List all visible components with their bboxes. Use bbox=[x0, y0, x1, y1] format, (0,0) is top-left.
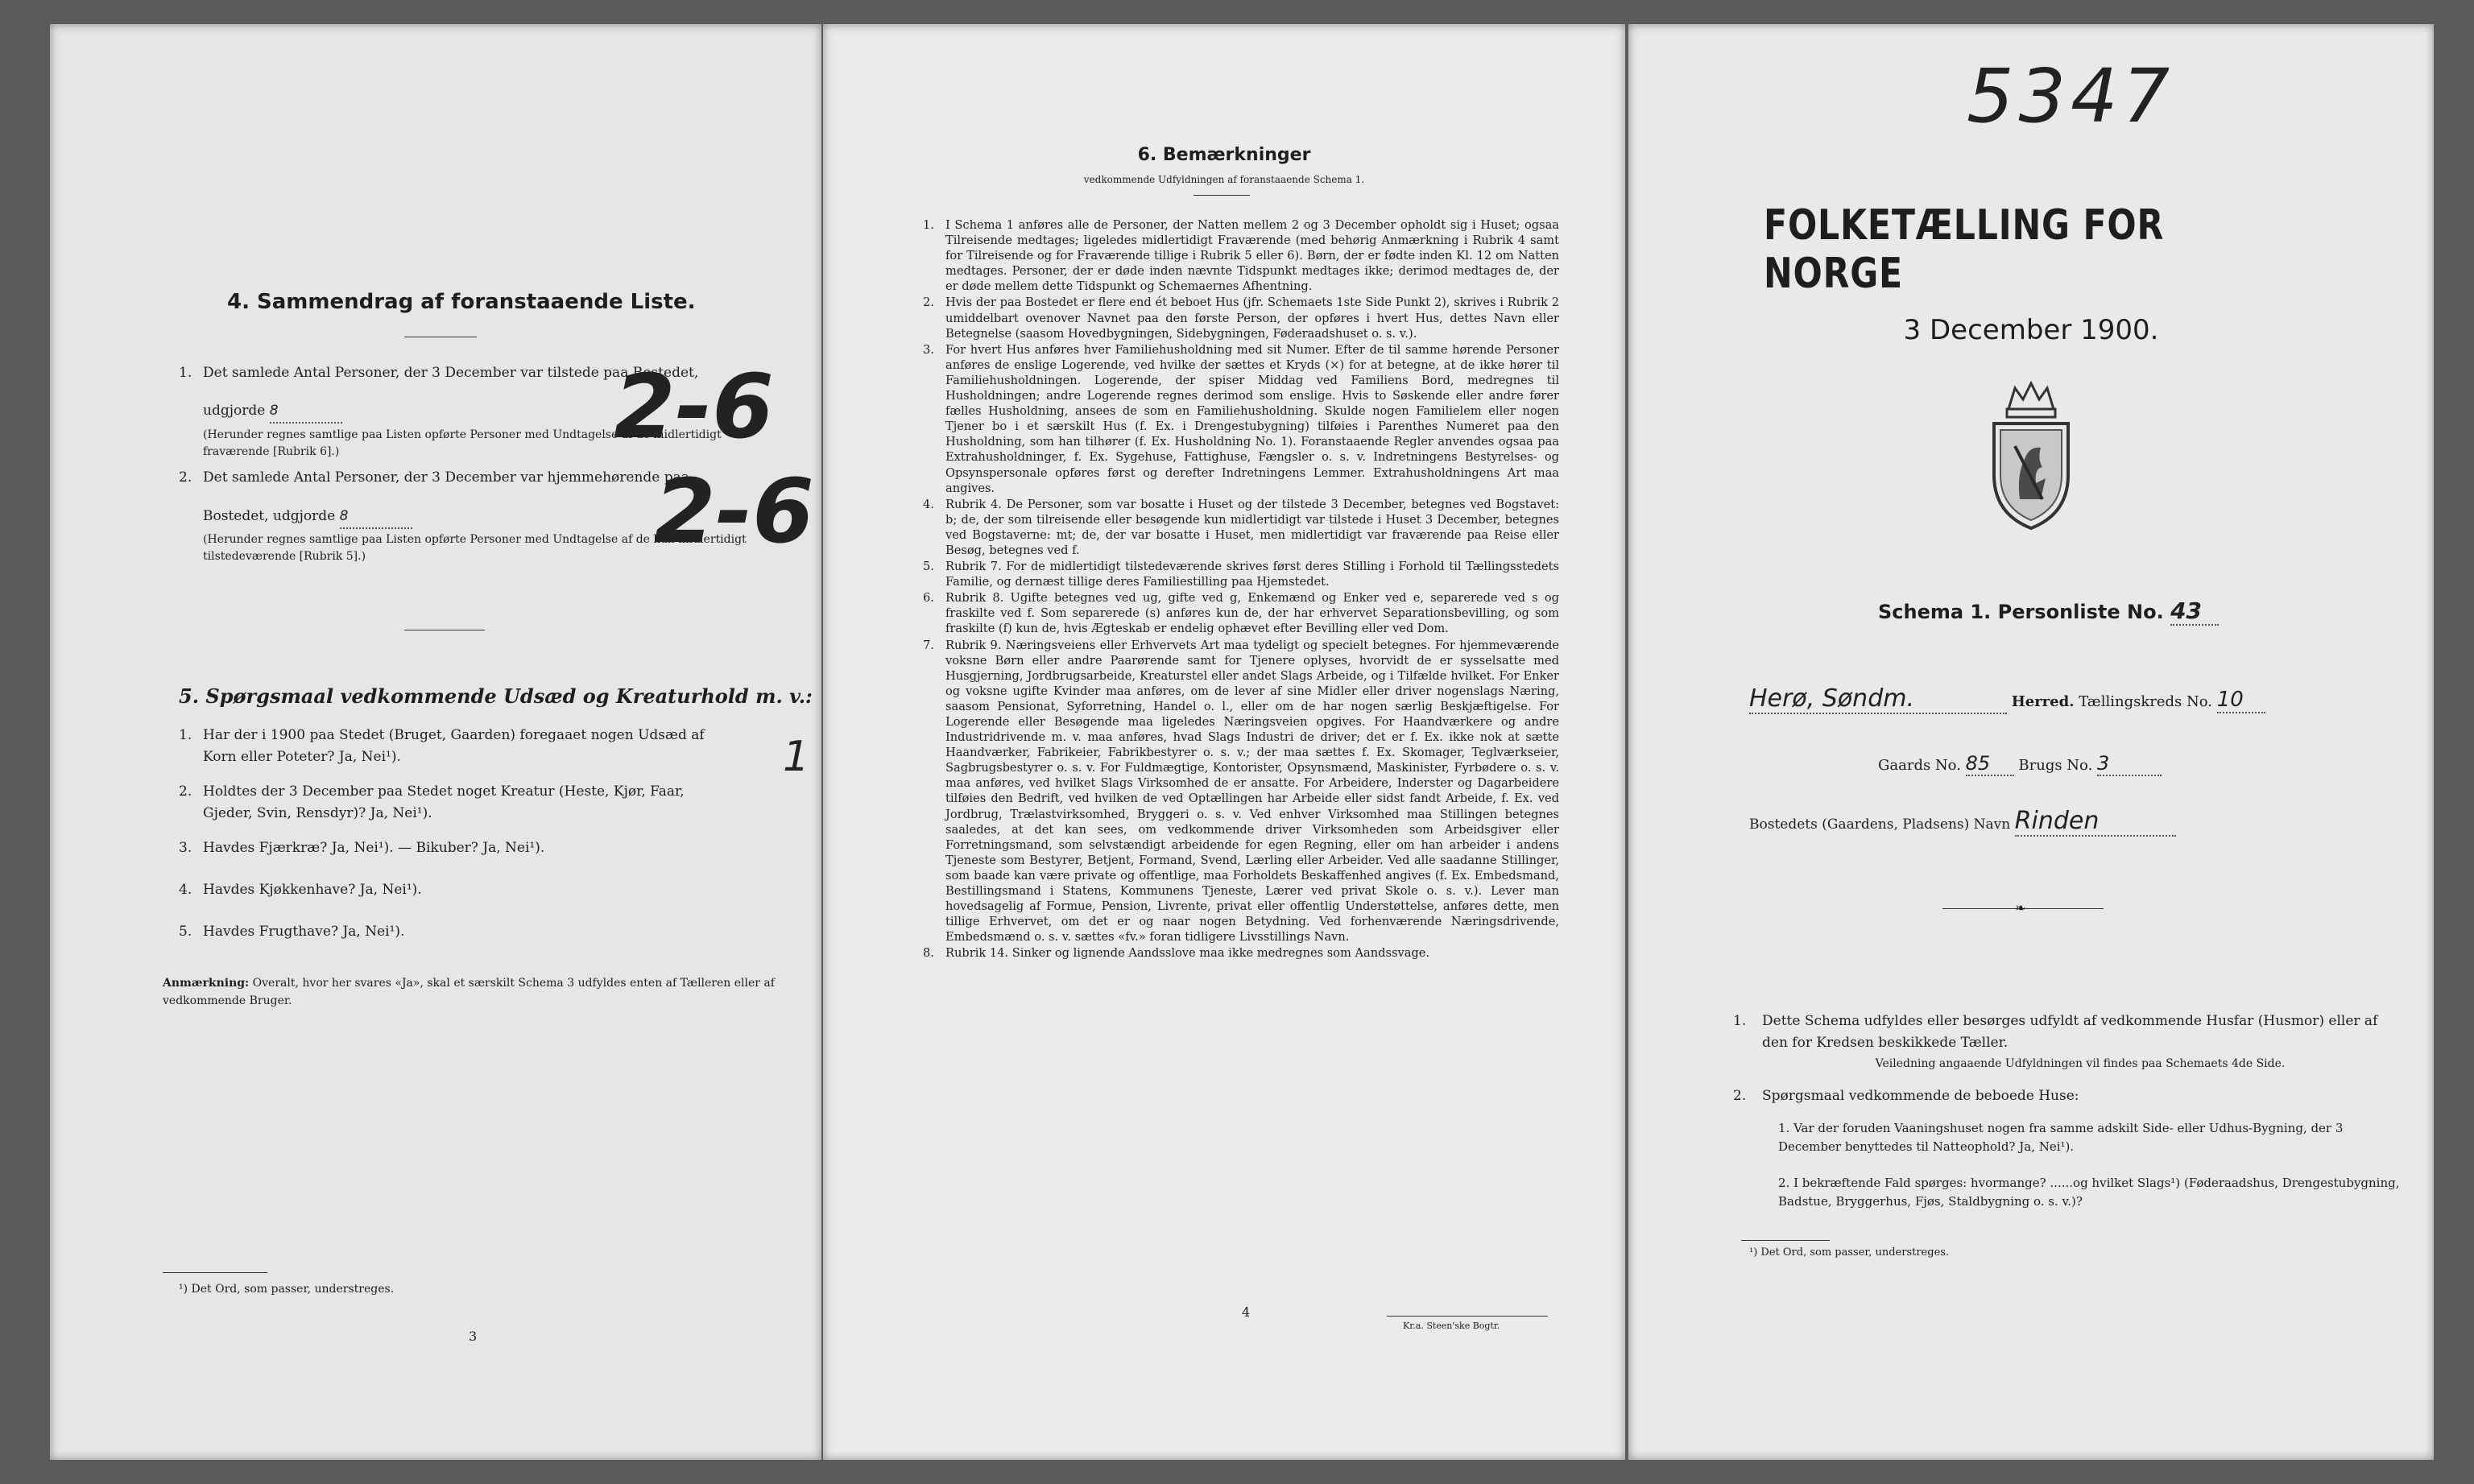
brugs-value: 3 bbox=[2097, 752, 2162, 776]
s5-item bbox=[179, 921, 807, 963]
q2-text: Det samlede Antal Personer, der 3 December var hjemmehørende paa bbox=[203, 469, 689, 486]
remark-item bbox=[923, 590, 1559, 636]
remark-item bbox=[923, 342, 1559, 496]
kreds-value: 10 bbox=[2217, 688, 2265, 713]
bosted-label: Bostedets (Gaardens, Pladsens) Navn bbox=[1749, 816, 2011, 833]
remark-text: Rubrik 4. De Personer, som var bosatte i Huset og der tilstede 3 December, betegnes ved Bogstavet: b; de, der som tilreisende eller besøgende kun midlertidigt var tilstede i Huset 3 December, betegnes ved Bogstaverne: mt; de, der var bosatte i Huset, men midlertidigt var fraværende paa Reise eller Besøg, betegnes ved f. bbox=[945, 497, 1559, 557]
remark-item bbox=[923, 217, 1559, 294]
s5-item bbox=[179, 837, 807, 879]
remarks-title: 6. Bemærkninger bbox=[1137, 145, 1311, 165]
schema-line bbox=[1878, 597, 2219, 626]
q1-label bbox=[203, 400, 342, 424]
ornament-icon: ❧ bbox=[2015, 900, 2026, 916]
handwritten-archive-number: 5347 bbox=[1967, 53, 2175, 139]
remark-item bbox=[923, 559, 1559, 589]
footnote: ¹) Det Ord, som passer, understreges. bbox=[1749, 1246, 1950, 1259]
remark-item bbox=[923, 945, 1559, 961]
remark-number: 1. bbox=[923, 218, 934, 232]
census-date: 3 December 1900. bbox=[1903, 314, 2159, 346]
item2-question2: 2. I bekræftende Fald spørges: hvormange? ......og hvilket Slags¹) (Føderaadshus, Drengestubygning, Badstue, Bryggerhus, Fjøs, Staldbygning o. s. v.)? bbox=[1778, 1176, 2400, 1209]
annotation-label: Anmærkning: bbox=[163, 977, 250, 990]
s5-item-number: 3. bbox=[179, 840, 192, 856]
q1-number: 1. bbox=[179, 365, 192, 381]
footnote: ¹) Det Ord, som passer, understreges. bbox=[179, 1283, 395, 1296]
herred-label: Herred. bbox=[2011, 693, 2075, 710]
s5-item-number: 4. bbox=[179, 882, 192, 898]
personliste-number: 43 bbox=[2170, 597, 2219, 626]
s5-item bbox=[179, 725, 810, 781]
q2-value: 8 bbox=[340, 506, 412, 529]
item1-number: 1. bbox=[1733, 1013, 1747, 1029]
q2-note: (Herunder regnes samtlige paa Listen opførte Personer med Undtagelse af de kun midlertidigt tilstedeværende [Rubrik 5].) bbox=[203, 533, 747, 563]
herred-value: Herø, Søndm. bbox=[1749, 684, 2007, 714]
page-number: 3 bbox=[469, 1329, 478, 1344]
printer-rule bbox=[1387, 1316, 1548, 1317]
item2-text: Spørgsmaal vedkommende de beboede Huse: bbox=[1762, 1088, 2079, 1104]
remark-number: 8. bbox=[923, 946, 934, 961]
front-page bbox=[1628, 24, 2434, 1460]
s5-item-number: 2. bbox=[179, 783, 192, 800]
s5-item-number: 1. bbox=[179, 727, 192, 743]
page-number: 4 bbox=[1242, 1304, 1251, 1320]
remark-number: 5. bbox=[923, 560, 934, 574]
remarks-list bbox=[923, 217, 1559, 962]
remark-text: Rubrik 8. Ugifte betegnes ved ug, gifte ved g, Enkemænd og Enker ved e, separerede ved s og fraskilte ved f. Som separerede (s) anføres kun de, der har erhvervet Separationsbevilling, og som fraskilte (f) kun de, hvis Ægteskab er endelig ophævet efter Bevilling eller ved Dom. bbox=[945, 591, 1559, 636]
handwritten-2-6-first: 2-6 bbox=[614, 355, 774, 458]
footnote-rule bbox=[1741, 1240, 1830, 1241]
census-title: FOLKETÆLLING FOR NORGE bbox=[1764, 201, 2165, 298]
remark-item bbox=[923, 497, 1559, 558]
section5-title: 5. Spørgsmaal vedkommende Udsæd og Kreaturhold m. v.: bbox=[179, 684, 813, 708]
s5-item-line2: Korn eller Poteter? Ja, Nei¹). bbox=[203, 749, 401, 765]
remark-item bbox=[923, 638, 1559, 945]
s5-item-line2: Gjeder, Svin, Rensdyr)? Ja, Nei¹). bbox=[203, 805, 432, 821]
remark-text: Hvis der paa Bostedet er flere end ét beboet Hus (jfr. Schemaets 1ste Side Punkt 2), skrives i Rubrik 2 umiddelbart ovenover Navnet paa den første Person, der opføres i hvert Hus, dettes Navn eller Betegnelse (saasom Hovedbygningen, Sidebygningen, Føderaadshuset o. s. v.). bbox=[945, 296, 1559, 341]
item1-sub: Veiledning angaaende Udfyldningen vil findes paa Schemaets 4de Side. bbox=[1875, 1057, 2286, 1070]
bosted-value: Rinden bbox=[2015, 807, 2176, 837]
gaards-value: 85 bbox=[1966, 752, 2014, 776]
remark-number: 4. bbox=[923, 497, 934, 511]
page-3 bbox=[50, 24, 821, 1460]
q1-text: Det samlede Antal Personer, der 3 December var tilstede paa Bostedet, bbox=[203, 365, 699, 381]
s5-item-number: 5. bbox=[179, 924, 192, 940]
s5-item-line1: Holdtes der 3 December paa Stedet noget Kreatur (Heste, Kjør, Faar, bbox=[203, 783, 685, 800]
annotation bbox=[163, 974, 807, 1010]
item2-question1: 1. Var der foruden Vaaningshuset nogen fra samme adskilt Side- eller Udhus-Bygning, der 3 December benyttedes til Natteophold? Ja, Nei¹). bbox=[1778, 1121, 2344, 1154]
annotation-text: Overalt, hvor her svares «Ja», skal et særskilt Schema 3 udfyldes enten af Tælleren eller af vedkommende Bruger. bbox=[163, 977, 775, 1007]
q1-udgjorde: udgjorde bbox=[203, 403, 266, 419]
handwritten-1: 1 bbox=[783, 733, 810, 781]
remark-number: 6. bbox=[923, 591, 934, 606]
remarks-subtitle: vedkommende Udfyldningen af foranstaaende Schema 1. bbox=[1083, 174, 1365, 185]
coat-of-arms-icon bbox=[1984, 378, 2078, 531]
s5-item-line1: Havdes Fjærkræ? Ja, Nei¹). — Bikuber? Ja, Nei¹). bbox=[203, 840, 545, 856]
remark-number: 7. bbox=[923, 638, 934, 652]
divider bbox=[1194, 195, 1250, 196]
remark-text: I Schema 1 anføres alle de Personer, der Natten mellem 2 og 3 December opholdt sig i Huset; ogsaa Tilreisende medtages; ligeledes midlertidigt Fraværende (med behørig Anmærkning i Rubrik 4 samt for Tilreisende og for Fraværende tillige i Rubrik 5 eller 6). Børn, der er fødte inden Kl. 12 om Natten medtages. Personer, der er døde inden nævnte Tidspunkt medtages ikke; derimod medtages de, der er døde mellem dette Tidspunkt og Schemaernes Afhentning. bbox=[945, 218, 1559, 294]
schema-label: Schema 1. Personliste No. bbox=[1878, 601, 2164, 623]
q2-bostedet: Bostedet, udgjorde bbox=[203, 508, 336, 524]
herred-line bbox=[1749, 684, 2265, 714]
remark-text: Rubrik 7. For de midlertidigt tilstedeværende skrives først deres Stilling i Forhold til Tællingsstedets Familie, og dernæst tillige deres Familiestilling paa Hjemstedet. bbox=[945, 560, 1559, 589]
s5-item bbox=[179, 781, 807, 837]
s5-item bbox=[179, 879, 807, 921]
remark-text: Rubrik 14. Sinker og lignende Aandsslove maa ikke medregnes som Aandssvage. bbox=[945, 946, 1430, 961]
handwritten-2-6-second: 2-6 bbox=[654, 460, 814, 563]
item1-text: Dette Schema udfyldes eller besørges udfyldt af vedkommende Husfar (Husmor) eller af den for Kredsen beskikkede Tæller. bbox=[1762, 1013, 2378, 1051]
q1-note: (Herunder regnes samtlige paa Listen opførte Personer med Undtagelse af de midlertidigt fraværende [Rubrik 6].) bbox=[203, 428, 722, 458]
printer-mark: Kr.a. Steen'ske Bogtr. bbox=[1403, 1321, 1500, 1331]
page-4 bbox=[823, 24, 1625, 1460]
remark-number: 2. bbox=[923, 296, 934, 310]
remark-item bbox=[923, 295, 1559, 341]
item2-number: 2. bbox=[1733, 1088, 1747, 1104]
remark-text: For hvert Hus anføres hver Familiehusholdning med sit Numer. Efter de til samme hørende Personer anføres de enslige Logerende, ved hvilke der sættes et Kryds (×) for at betegne, at de ikke hører til Familiehusholdningen. Logerende, der spiser Middag ved Familiens Bord, medregnes til Husholdningen; andre Logerende regnes derimod som enslige. Hvis to Søskende eller andre fører fælles Husholdning, ansees de som en Familiehusholdning. Skulde nogen Familielem eller nogen Tjener bo i et særskilt Hus (f. Ex. i Drengestubygning) tilføies i Parenthes Numeret paa den Husholdning, som han tilhører (f. Ex. Husholdning No. 1). Foranstaaende Regler anvendes ogsaa paa Extrahusholdninger, f. Ex. Sygehuse, Fattighuse, Fængsler o. s. v. Indretningens Bestyrelses- og Opsynspersonale opføres først og derefter Indretningens Lemmer. Extrahusholdningens Art maa angives. bbox=[945, 342, 1559, 495]
q2-label bbox=[203, 506, 412, 529]
kreds-label: Tællingskreds No. bbox=[2079, 693, 2212, 710]
gaards-label: Gaards No. bbox=[1878, 757, 1961, 774]
remark-number: 3. bbox=[923, 342, 934, 357]
footnote-rule bbox=[163, 1272, 267, 1273]
s5-item-line1: Havdes Kjøkkenhave? Ja, Nei¹). bbox=[203, 882, 422, 898]
s5-item-line1: Havdes Frugthave? Ja, Nei¹). bbox=[203, 924, 405, 940]
q2-number: 2. bbox=[179, 469, 192, 486]
bosted-line bbox=[1749, 807, 2176, 837]
section5-list bbox=[179, 725, 810, 963]
s5-item-line1: Har der i 1900 paa Stedet (Bruget, Gaarden) foregaaet nogen Udsæd af bbox=[203, 727, 705, 743]
q1-value: 8 bbox=[270, 400, 342, 424]
brugs-label: Brugs No. bbox=[2018, 757, 2093, 774]
section4-title: 4. Sammendrag af foranstaaende Liste. bbox=[227, 290, 696, 314]
remark-text: Rubrik 9. Næringsveiens eller Erhvervets Art maa tydeligt og specielt betegnes. For hjemmeværende voksne Børn eller andre Paarørende samt for Tjenere oplyses, hvorvidt de er sysselsatte med Husgjerning, Jordbrugsarbeide, Kreaturstel eller andet Slags Arbeide, og i Tilfælde hvilket. For Enker og voksne ugifte Kvinder maa anføres, om de lever af sine Midler eller driver nogenslags Næring, saasom Pensionat, Syforretning, Handel o. l., eller om de har nogen særlig Beskjæftigelse. For Logerende eller Besøgende maa ligeledes Næringsveien opgives. For Haandværkere og andre Industridrivende m. v. maa anføres, hvad Slags Industri de driver; det er f. Ex. ikke nok at sætte Haandværker, Fabrikeier, Fabrikbestyrer o. s. v.; der maa sættes f. Ex. Skomager, Teglværkseier, Sagbrugsbestyrer o. s. v. For Fuldmægtige, Kontorister, Opsynsmænd, Maskinister, Fyrbødere o. s. v. maa anføres, ved hvilket Slags Virksomhed de er ansatte. For Arbeidere, Inderster og Dagarbeidere tilføies den Bedrift, ved hvilken de ved Optællingen har Arbeide eller sidst fandt Arbeide, f. Ex. ved Jordbrug, Trælastvirksomhed, Bryggeri o. s. v. Ved enhver Virksomhed maa Stillingen betegnes saaledes, at det kan sees, om vedkommende driver Virksomheden som Arbeidsgiver eller Forretningsmand, som selvstændigt arbeidende for egen Regning, eller om han arbeider i andens Tjeneste som Bestyrer, Betjent, Formand, Svend, Lærling eller Arbeider. Ved alle saadanne Stillinger, som baade kan være private og offentlige, maa Forholdets Beskaffenhed angives (f. Ex. Embedsmand, Bestillingsmand i Statens, Kommunens Tjeneste, Lærer ved privat Skole o. s. v.). Lever man hovedsagelig af Formue, Pension, Livrente, privat eller offentlig Understøttelse, anføres dette, men tillige Erhvervet, om det er og naar nogen Betydning. Ved forhenværende Næringsdrivende, Embedsmænd o. s. v. sættes «fv.» foran tidligere Livsstillings Navn. bbox=[945, 638, 1559, 945]
gaards-line bbox=[1878, 752, 2162, 776]
